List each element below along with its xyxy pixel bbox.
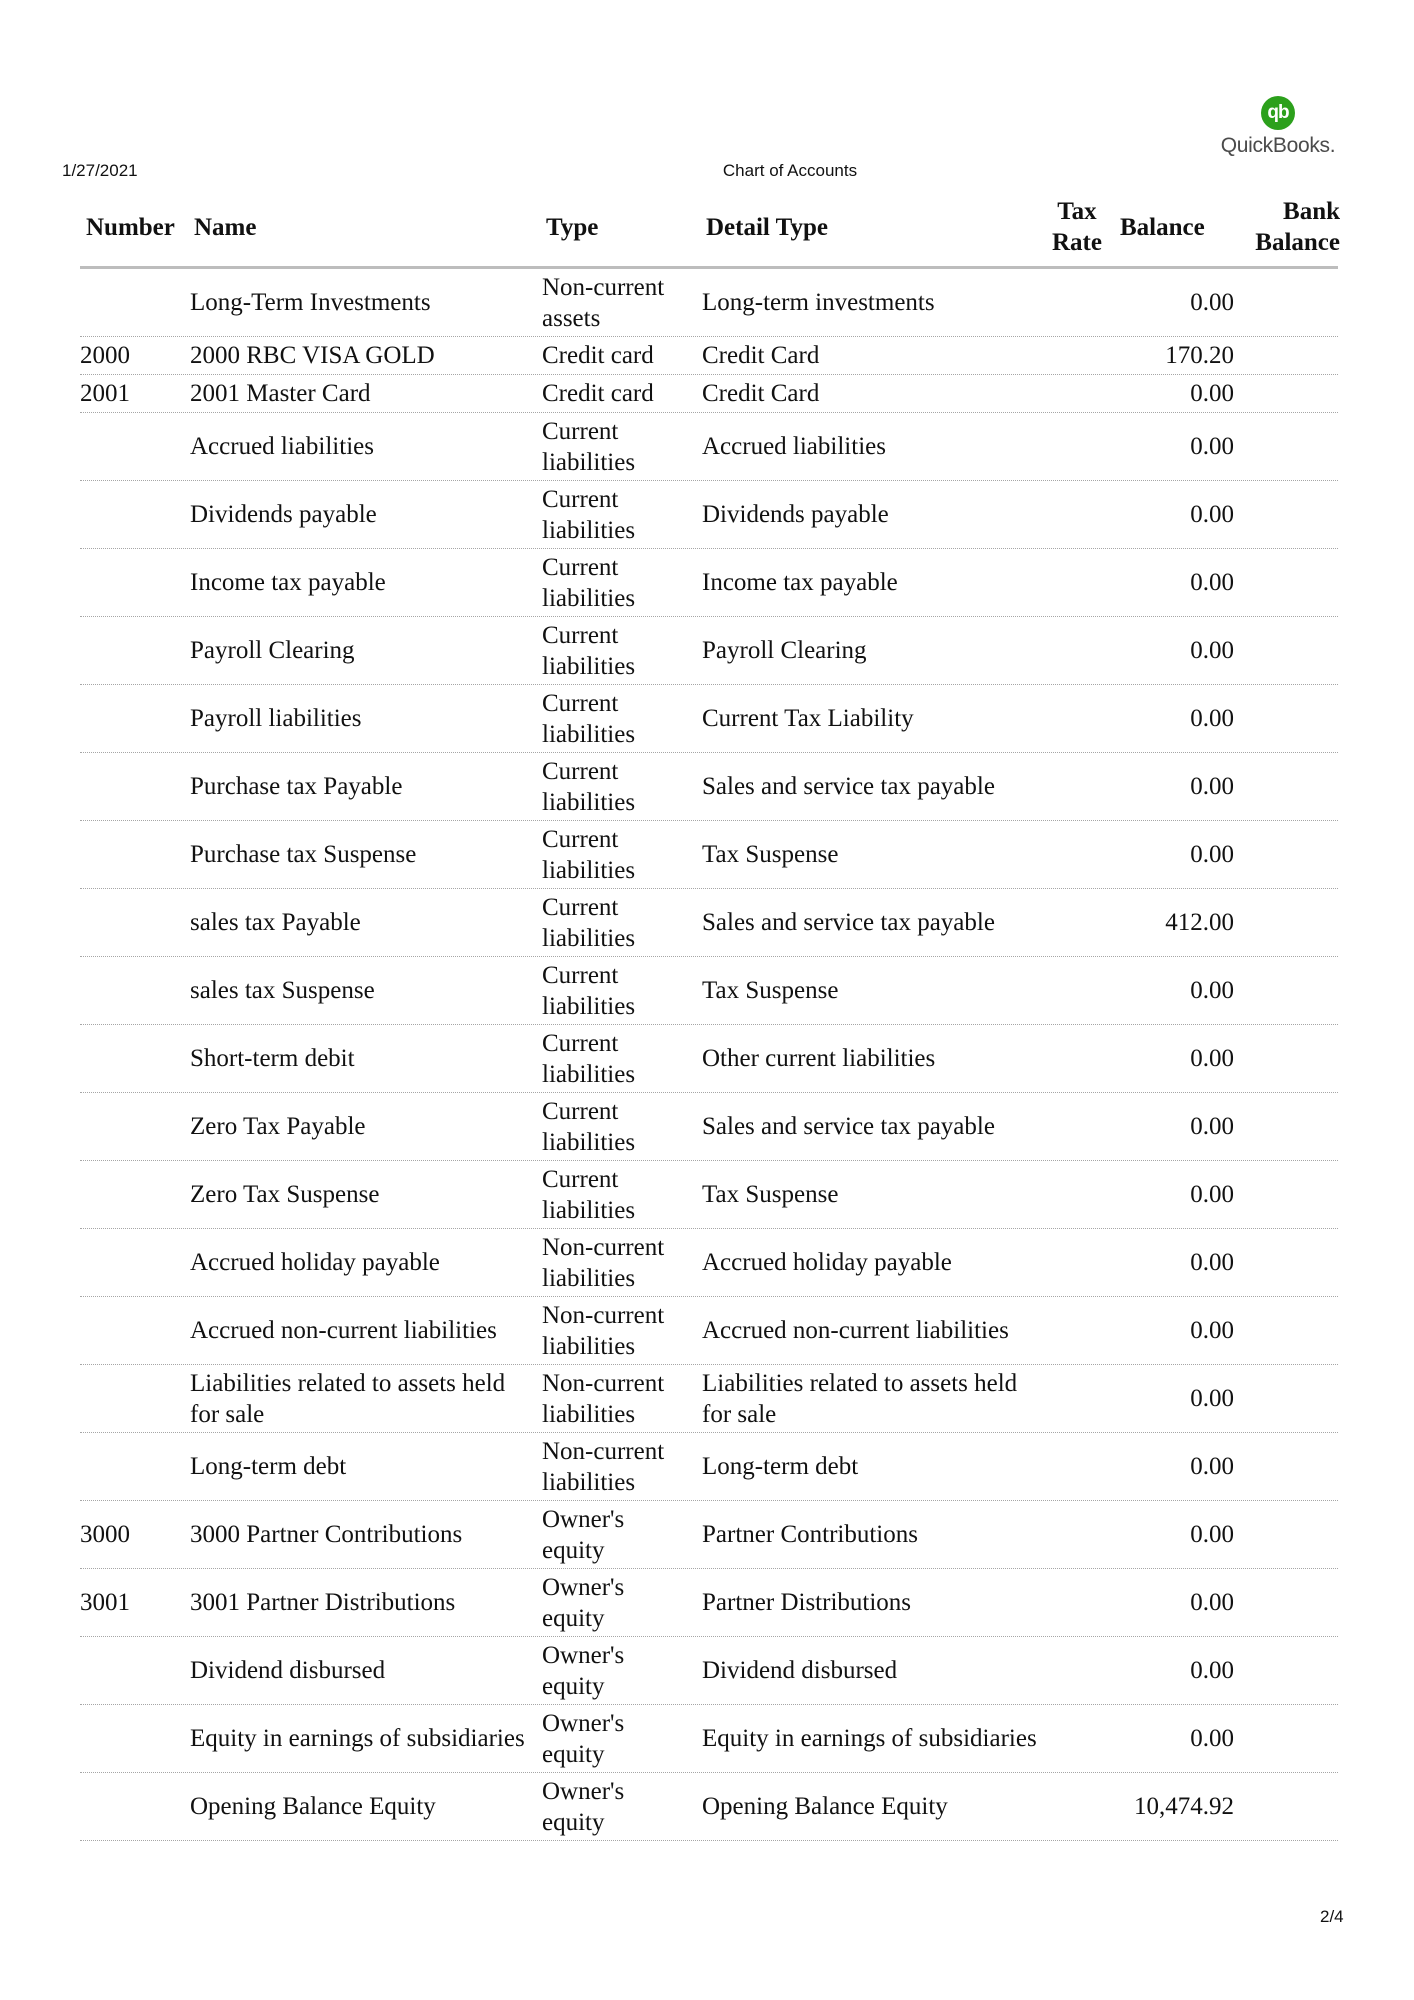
account-name: Liabilities related to assets held for sale — [190, 1369, 506, 1428]
tax-rate-header-line1: Tax — [1057, 198, 1097, 225]
account-balance: 0.00 — [1190, 841, 1234, 868]
account-number — [80, 1025, 185, 1092]
account-number — [80, 821, 185, 888]
account-detail-type: Dividend disbursed — [702, 1657, 898, 1684]
account-detail-type: Liabilities related to assets held for sale — [702, 1369, 1018, 1428]
account-number — [80, 753, 185, 820]
account-name: 3000 Partner Contributions — [190, 1521, 463, 1548]
account-balance: 0.00 — [1190, 433, 1234, 460]
account-type: Non-current liabilities — [542, 1233, 665, 1292]
account-detail-type: Equity in earnings of subsidiaries — [702, 1725, 1037, 1752]
account-balance: 0.00 — [1190, 1181, 1234, 1208]
account-number: 3000 — [80, 1521, 130, 1548]
report-date: 1/27/2021 — [62, 161, 138, 180]
account-detail-type: Current Tax Liability — [702, 705, 914, 732]
account-name: Accrued liabilities — [190, 433, 374, 460]
col-type-header: Type — [546, 214, 599, 241]
account-balance: 0.00 — [1190, 1385, 1234, 1412]
account-name: Income tax payable — [190, 569, 386, 596]
account-name: Accrued holiday payable — [190, 1249, 440, 1276]
account-detail-type: Opening Balance Equity — [702, 1793, 948, 1820]
account-name: Payroll Clearing — [190, 637, 355, 664]
account-type: Owner's equity — [542, 1573, 625, 1632]
account-number — [80, 889, 185, 956]
table-row — [80, 1161, 1338, 1229]
account-detail-type: Payroll Clearing — [702, 637, 867, 664]
quickbooks-logo-icon: qb — [1261, 96, 1295, 130]
account-number — [80, 957, 185, 1024]
account-number — [80, 1365, 185, 1432]
account-number — [80, 413, 185, 480]
account-balance: 0.00 — [1190, 773, 1234, 800]
account-detail-type: Sales and service tax payable — [702, 909, 995, 936]
account-detail-type: Accrued holiday payable — [702, 1249, 952, 1276]
table-row — [80, 1705, 1338, 1773]
account-name: Long-term debt — [190, 1453, 347, 1480]
table-row — [80, 753, 1338, 821]
table-row — [80, 413, 1338, 481]
account-detail-type: Tax Suspense — [702, 841, 839, 868]
account-detail-type: Sales and service tax payable — [702, 1113, 995, 1140]
account-type: Current liabilities — [542, 417, 636, 476]
account-name: Opening Balance Equity — [190, 1793, 436, 1820]
account-number — [80, 617, 185, 684]
account-balance: 0.00 — [1190, 1249, 1234, 1276]
col-name-header: Name — [194, 214, 257, 241]
table-row — [80, 1025, 1338, 1093]
account-number — [80, 1297, 185, 1364]
account-detail-type: Credit Card — [702, 380, 820, 407]
account-balance: 0.00 — [1190, 977, 1234, 1004]
account-name: Long-Term Investments — [190, 289, 431, 316]
account-detail-type: Long-term debt — [702, 1453, 859, 1480]
account-number — [80, 685, 185, 752]
account-number — [80, 1093, 185, 1160]
account-name: Short-term debit — [190, 1045, 355, 1072]
account-name: sales tax Suspense — [190, 977, 375, 1004]
col-number-header: Number — [86, 214, 175, 241]
account-number — [80, 1637, 185, 1704]
account-number — [80, 1433, 185, 1500]
account-detail-type: Dividends payable — [702, 501, 889, 528]
account-balance: 0.00 — [1190, 1045, 1234, 1072]
table-row — [80, 549, 1338, 617]
account-balance: 0.00 — [1190, 501, 1234, 528]
account-balance: 0.00 — [1190, 1521, 1234, 1548]
account-balance: 0.00 — [1190, 1725, 1234, 1752]
account-detail-type: Partner Contributions — [702, 1521, 918, 1548]
account-balance: 0.00 — [1190, 637, 1234, 664]
table-row — [80, 1229, 1338, 1297]
table-row — [80, 1501, 1338, 1569]
account-detail-type: Partner Distributions — [702, 1589, 912, 1616]
account-detail-type: Long-term investments — [702, 289, 935, 316]
account-type: Non-current assets — [542, 273, 665, 332]
table-row — [80, 1365, 1338, 1433]
account-name: Equity in earnings of subsidiaries — [190, 1725, 525, 1752]
account-type: Current liabilities — [542, 893, 636, 952]
table-row — [80, 1433, 1338, 1501]
table-row — [80, 269, 1338, 337]
table-row — [80, 375, 1338, 413]
table-row — [80, 337, 1338, 375]
account-type: Current liabilities — [542, 621, 636, 680]
table-row — [80, 1297, 1338, 1365]
page-number: 2/4 — [1320, 1907, 1344, 1926]
account-type: Current liabilities — [542, 1029, 636, 1088]
account-balance: 0.00 — [1190, 380, 1234, 407]
account-number — [80, 1161, 185, 1228]
col-balance-header: Balance — [1120, 214, 1205, 241]
account-number — [80, 1773, 185, 1840]
account-balance: 0.00 — [1190, 705, 1234, 732]
account-balance: 0.00 — [1190, 1453, 1234, 1480]
account-detail-type: Tax Suspense — [702, 1181, 839, 1208]
account-balance: 0.00 — [1190, 289, 1234, 316]
account-name: Purchase tax Suspense — [190, 841, 417, 868]
account-name: Purchase tax Payable — [190, 773, 403, 800]
account-detail-type: Credit Card — [702, 342, 820, 369]
account-type: Non-current liabilities — [542, 1301, 665, 1360]
account-balance: 170.20 — [1165, 342, 1234, 369]
account-number — [80, 549, 185, 616]
col-detail-type-header: Detail Type — [706, 214, 828, 241]
quickbooks-logo — [1212, 96, 1344, 158]
account-balance: 0.00 — [1190, 1589, 1234, 1616]
account-detail-type: Sales and service tax payable — [702, 773, 995, 800]
table-row — [80, 481, 1338, 549]
quickbooks-wordmark: QuickBooks. — [1220, 134, 1336, 157]
account-detail-type: Other current liabilities — [702, 1045, 936, 1072]
table-row — [80, 1773, 1338, 1841]
account-type: Credit card — [542, 380, 654, 407]
account-name: Zero Tax Payable — [190, 1113, 366, 1140]
account-name: sales tax Payable — [190, 909, 361, 936]
account-balance: 0.00 — [1190, 1317, 1234, 1344]
account-balance: 412.00 — [1165, 909, 1234, 936]
account-name: 2000 RBC VISA GOLD — [190, 342, 435, 369]
table-row — [80, 1093, 1338, 1161]
account-type: Credit card — [542, 342, 654, 369]
tax-rate-header-line2: Rate — [1052, 229, 1102, 256]
table-row — [80, 1569, 1338, 1637]
account-type: Current liabilities — [542, 1165, 636, 1224]
account-type: Current liabilities — [542, 825, 636, 884]
account-type: Current liabilities — [542, 689, 636, 748]
col-tax-rate-header — [1052, 196, 1102, 258]
account-number: 3001 — [80, 1589, 130, 1616]
account-name: Dividend disbursed — [190, 1657, 386, 1684]
account-detail-type: Income tax payable — [702, 569, 898, 596]
account-name: Dividends payable — [190, 501, 377, 528]
account-name: Payroll liabilities — [190, 705, 362, 732]
account-type: Current liabilities — [542, 485, 636, 544]
account-type: Current liabilities — [542, 1097, 636, 1156]
account-number — [80, 1705, 185, 1772]
account-number: 2000 — [80, 342, 130, 369]
account-type: Non-current liabilities — [542, 1437, 665, 1496]
accounts-table — [80, 196, 1338, 1841]
account-balance: 0.00 — [1190, 569, 1234, 596]
account-detail-type: Tax Suspense — [702, 977, 839, 1004]
table-row — [80, 889, 1338, 957]
account-type: Owner's equity — [542, 1641, 625, 1700]
account-type: Current liabilities — [542, 553, 636, 612]
bank-balance-header-line1: Bank — [1283, 198, 1340, 225]
account-number — [80, 269, 185, 336]
report-title: Chart of Accounts — [722, 161, 858, 180]
table-row — [80, 617, 1338, 685]
col-bank-balance-header — [1230, 196, 1340, 258]
account-balance: 0.00 — [1190, 1657, 1234, 1684]
account-number — [80, 481, 185, 548]
account-balance: 10,474.92 — [1134, 1793, 1234, 1820]
account-name: 2001 Master Card — [190, 380, 371, 407]
account-detail-type: Accrued liabilities — [702, 433, 886, 460]
account-number: 2001 — [80, 380, 130, 407]
account-number — [80, 1229, 185, 1296]
account-name: Zero Tax Suspense — [190, 1181, 380, 1208]
table-row — [80, 821, 1338, 889]
account-type: Owner's equity — [542, 1777, 625, 1836]
account-balance: 0.00 — [1190, 1113, 1234, 1140]
bank-balance-header-line2: Balance — [1255, 229, 1340, 256]
account-detail-type: Accrued non-current liabilities — [702, 1317, 1009, 1344]
table-body — [80, 269, 1338, 1841]
account-type: Owner's equity — [542, 1505, 625, 1564]
table-row — [80, 957, 1338, 1025]
table-row — [80, 1637, 1338, 1705]
account-type: Current liabilities — [542, 961, 636, 1020]
account-type: Current liabilities — [542, 757, 636, 816]
account-type: Non-current liabilities — [542, 1369, 665, 1428]
table-header — [80, 196, 1338, 269]
account-name: Accrued non-current liabilities — [190, 1317, 497, 1344]
account-name: 3001 Partner Distributions — [190, 1589, 456, 1616]
account-type: Owner's equity — [542, 1709, 625, 1768]
table-row — [80, 685, 1338, 753]
